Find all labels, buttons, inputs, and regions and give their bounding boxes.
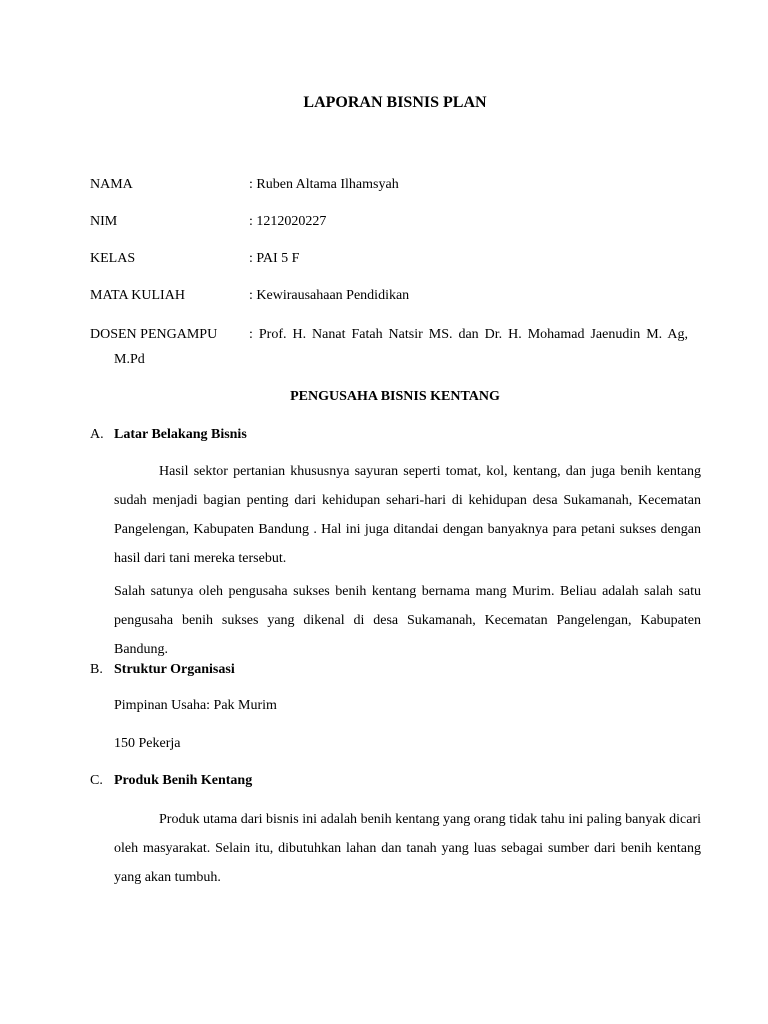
section-b-line-1: Pimpinan Usaha: Pak Murim bbox=[114, 698, 277, 713]
section-b-title: Struktur Organisasi bbox=[114, 662, 235, 677]
value-nim: : 1212020227 bbox=[249, 214, 327, 229]
section-a-title: Latar Belakang Bisnis bbox=[114, 427, 247, 442]
section-heading: PENGUSAHA BISNIS KENTANG bbox=[290, 389, 500, 404]
section-a-paragraph-1: Hasil sektor pertanian khususnya sayuran seperti tomat, kol, kentang, dan juga benih kentang sudah menjadi bagian penting dari kehidupan sehari-hari di kehidupan desa Sukamanah, Kecematan Pangelengan, Kabupaten Bandung . Hal ini juga ditandai dengan banyaknya para petani sukses dengan hasil dari tani mereka tersebut. bbox=[114, 464, 701, 566]
section-b-line-2: 150 Pekerja bbox=[114, 736, 181, 751]
label-dosen: DOSEN PENGAMPU bbox=[90, 327, 218, 342]
value-nama: : Ruben Altama Ilhamsyah bbox=[249, 177, 399, 192]
value-mata-kuliah: : Kewirausahaan Pendidikan bbox=[249, 288, 410, 303]
label-nim: NIM bbox=[90, 214, 118, 229]
section-a-paragraph-2: Salah satunya oleh pengusaha sukses benih kentang bernama mang Murim. Beliau adalah salah satu pengusaha benih sukses yang dikenal di desa Sukamanah, Kecematan Pangelengan, Kabupaten Bandung. bbox=[114, 584, 701, 657]
section-b-letter: B. bbox=[90, 662, 103, 677]
document-title: LAPORAN BISNIS PLAN bbox=[303, 94, 487, 111]
section-c-letter: C. bbox=[90, 773, 103, 788]
section-c-paragraph-1: Produk utama dari bisnis ini adalah benih kentang yang orang tidak tahu ini paling banyak dicari oleh masyarakat. Selain itu, dibutuhkan lahan dan tanah yang luas sebagai sumber dari benih kentang yang akan tumbuh. bbox=[114, 812, 701, 885]
label-kelas: KELAS bbox=[90, 251, 136, 266]
label-nama: NAMA bbox=[90, 177, 133, 192]
section-a-letter: A. bbox=[90, 427, 104, 442]
value-dosen: : Prof. H. Nanat Fatah Natsir MS. dan Dr. H. Mohamad Jaenudin M. Ag, bbox=[249, 327, 688, 342]
value-kelas: : PAI 5 F bbox=[249, 251, 300, 266]
value-dosen-continued: M.Pd bbox=[114, 352, 145, 367]
section-c-title: Produk Benih Kentang bbox=[114, 773, 253, 788]
label-mata-kuliah: MATA KULIAH bbox=[90, 288, 185, 303]
